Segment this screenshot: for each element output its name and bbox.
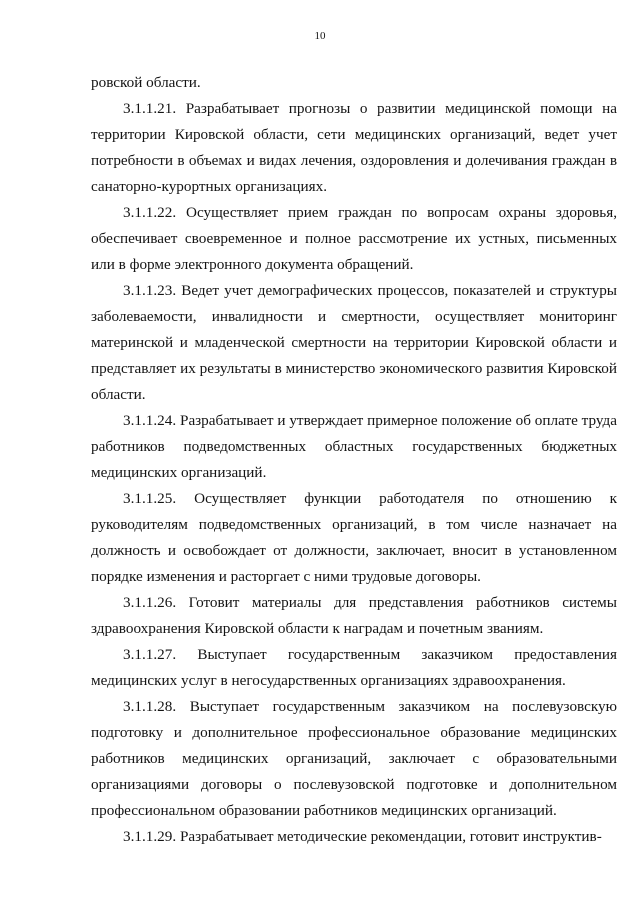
paragraph-3-1-1-21: 3.1.1.21. Разрабатывает прогнозы о развитии медицинской помощи на территории Кировской области, сети медицинских организаций, ведет учет потребности в объемах и видах лечения, оздоровления и долечивания граждан в санаторно-курортных организациях. xyxy=(91,100,617,195)
paragraph-3-1-1-28: 3.1.1.28. Выступает государственным заказчиком на послевузовскую подготовку и дополнительное профессиональное образование медицинских работников медицинских организаций, заключает с образовательными организациями договоры о послевузовской подготовке и дополнительном профессиональном образовании работников медицинских организаций. xyxy=(91,698,617,819)
paragraph-3-1-1-24: 3.1.1.24. Разрабатывает и утверждает примерное положение об оплате труда работников подведомственных областных государственных бюджетных медицинских организаций. xyxy=(91,412,617,481)
paragraph-3-1-1-29: 3.1.1.29. Разрабатывает методические рекомендации, готовит инструктив- xyxy=(123,828,602,845)
page-number: 10 xyxy=(314,30,326,42)
paragraph-3-1-1-27: 3.1.1.27. Выступает государственным заказчиком предоставления медицинских услуг в негосударственных организациях здравоохранения. xyxy=(91,646,617,689)
paragraph-continuation: ровской области. xyxy=(91,74,201,91)
document-body xyxy=(91,70,617,850)
paragraph-3-1-1-25: 3.1.1.25. Осуществляет функции работодателя по отношению к руководителям подведомственных организаций, в том числе назначает на должность и освобождает от должности, заключает, вносит в установленном порядке изменения и расторгает с ними трудовые договоры. xyxy=(91,490,617,585)
paragraph-3-1-1-22: 3.1.1.22. Осуществляет прием граждан по вопросам охраны здоровья, обеспечивает своевременное и полное рассмотрение их устных, письменных или в форме электронного документа обращений. xyxy=(91,204,617,273)
paragraph-3-1-1-23: 3.1.1.23. Ведет учет демографических процессов, показателей и структуры заболеваемости, инвалидности и смертности, осуществляет мониторинг материнской и младенческой смертности на территории Кировской области и представляет их результаты в министерство экономического развития Кировской области. xyxy=(91,282,617,403)
paragraph-3-1-1-26: 3.1.1.26. Готовит материалы для представления работников системы здравоохранения Кировской области к наградам и почетным званиям. xyxy=(91,594,617,637)
